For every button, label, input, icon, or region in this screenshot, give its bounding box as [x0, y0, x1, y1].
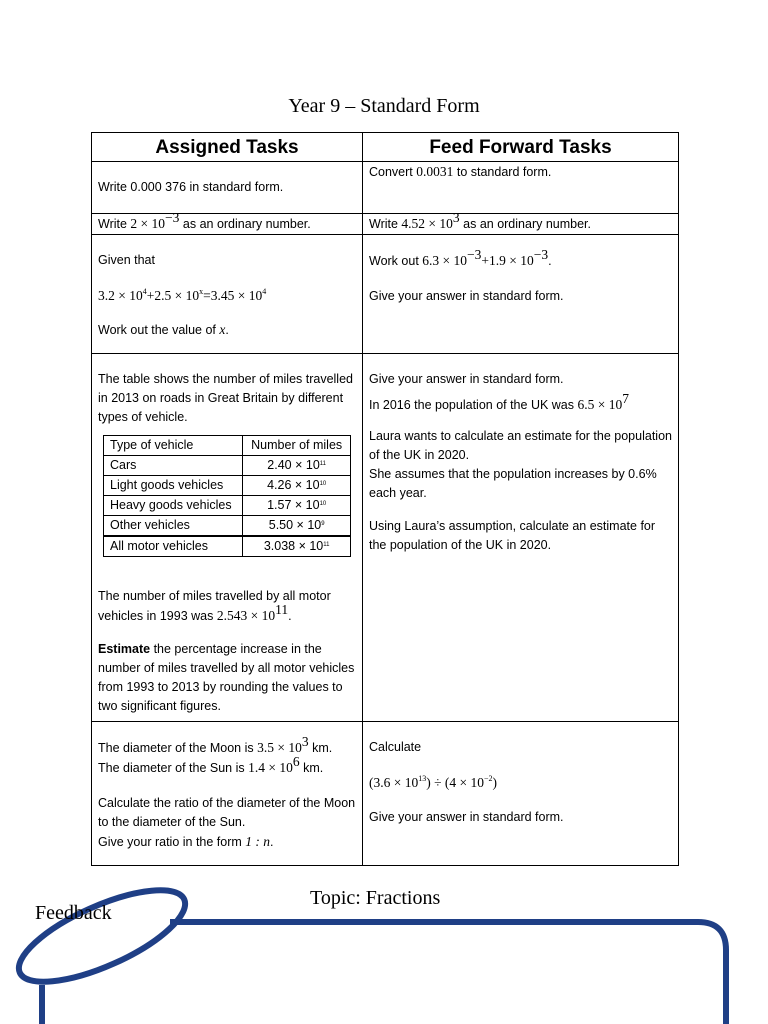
expression: $(3.6 \times 10^{13}) \div (4 \times 10^{-2})$ [369, 774, 498, 790]
task-text: Convert 0.0031 to standard form. [369, 164, 552, 179]
task-text: Laura wants to calculate an estimate for the population of the UK in 2020. [369, 429, 672, 462]
topic-title: Topic: Fractions [310, 887, 441, 909]
task-text: Work out the value of x. [98, 322, 229, 337]
task-text: The diameter of the Sun is $1.4 \times 10^6$ km. [98, 754, 324, 775]
equation: $3.2 \times 10^4+2.5 \times 10^x=3.45 \times 10^4$ [98, 287, 267, 303]
task-text: Calculate [369, 740, 422, 754]
task-text: Given that [98, 253, 155, 267]
task-text: In 2016 the population of the UK was $6.5 \times 10^7$ [369, 391, 629, 412]
vehicle-table-header: Type of vehicle Number of miles [104, 436, 351, 456]
task-text: Give your ratio in the form 1 : n. [98, 834, 274, 849]
task-text: Calculate the ratio of the diameter of the Moon to the diameter of the Sun. [98, 796, 356, 829]
table-row: Other vehicles $5.50 \times 10^9$ [104, 516, 351, 537]
task-text: Write $4.52 \times 10^3$ as an ordinary number. [369, 210, 591, 231]
task-text: Write 0.000 376 in standard form. [98, 180, 284, 194]
table-row: Heavy goods vehicles $1.57 \times 10^{10}$ [104, 496, 351, 516]
task-text: Estimate the percentage increase in the number of miles travelled by all motor vehicles from 1993 to 2013 by rounding the values to two significant figures. [98, 642, 355, 713]
task-text: The number of miles travelled by all motor vehicles in 1993 was $2.543 \times 10^{11}$. [98, 589, 331, 623]
task-text: The table shows the number of miles travelled in 2013 on roads in Great Britain by different types of vehicle. [98, 372, 353, 424]
table-row: All motor vehicles $3.038 \times 10^{11}$ [104, 536, 351, 557]
task-text: Work out $6.3 \times 10^{-3}+1.9 \times 10^{-3}$. [369, 247, 552, 268]
task-text: The diameter of the Moon is $3.5 \times 10^3$ km. [98, 734, 333, 755]
table-row: Cars $2.40 \times 10^{11}$ [104, 456, 351, 476]
task-text: Give your answer in standard form. [369, 289, 564, 303]
task-text: Give your answer in standard form. [369, 372, 564, 386]
feedback-box-top-edge [170, 922, 726, 1024]
task-text: Using Laura’s assumption, calculate an estimate for the population of the UK in 2020. [369, 519, 656, 552]
page-title: Year 9 – Standard Form [288, 95, 480, 117]
task-text: Write $2 \times 10^{-3}$ as an ordinary number. [98, 210, 311, 231]
table-row: Light goods vehicles $4.26 \times 10^{10}$ [104, 476, 351, 496]
task-text: She assumes that the population increases by 0.6% each year. [369, 467, 657, 500]
feed-forward-header: Feed Forward Tasks [363, 133, 679, 162]
feedback-label: Feedback [35, 902, 112, 924]
feedback-ellipse [8, 872, 197, 1000]
assigned-header: Assigned Tasks [92, 133, 363, 162]
task-text: Give your answer in standard form. [369, 810, 564, 824]
